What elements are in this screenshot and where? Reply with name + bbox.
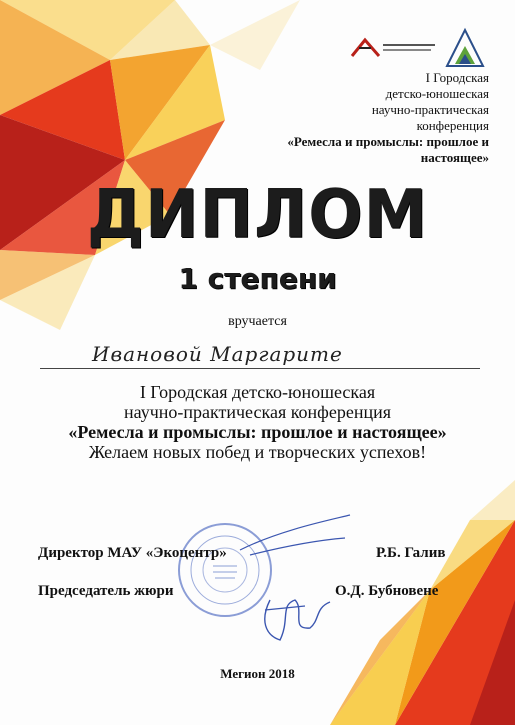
conference-line-2: детско-юношеская [385, 86, 489, 101]
recipient-underline [40, 368, 480, 369]
body-line-4: Желаем новых побед и творческих успехов! [88, 442, 427, 462]
conference-line-4: конференция [416, 118, 489, 133]
conference-header [269, 70, 489, 166]
body-line-2: научно-практическая конференция [123, 402, 392, 422]
conference-line-1: I Городская [425, 70, 489, 85]
director-label: Директор МАУ «Экоцентр» [38, 545, 227, 561]
conference-line-3: научно-практическая [371, 102, 489, 117]
awarded-label: вручается [228, 314, 287, 329]
recipient-name: Ивановой Маргарите [92, 342, 343, 366]
conference-title: «Ремесла и промыслы: прошлое и настоящее» [287, 134, 489, 165]
diploma-body [0, 382, 515, 462]
place-year: Мегион 2018 [220, 666, 295, 681]
organizer-logos [347, 26, 487, 70]
ecocenter-logo-icon [447, 30, 483, 66]
signature-scribble-icon [220, 510, 360, 650]
body-line-1: I Городская детско-юношеская [139, 382, 376, 402]
diploma-title: ДИПЛОМ [86, 176, 429, 254]
director-name: Р.Б. Галив [376, 545, 446, 561]
hammer-logo-icon [352, 40, 435, 56]
body-line-3: «Ремесла и промыслы: прошлое и настоящее» [68, 422, 447, 442]
diploma-degree: 1 степени [178, 262, 337, 295]
chair-label: Председатель жюри [38, 583, 174, 599]
chair-name: О.Д. Бубновене [335, 583, 439, 599]
